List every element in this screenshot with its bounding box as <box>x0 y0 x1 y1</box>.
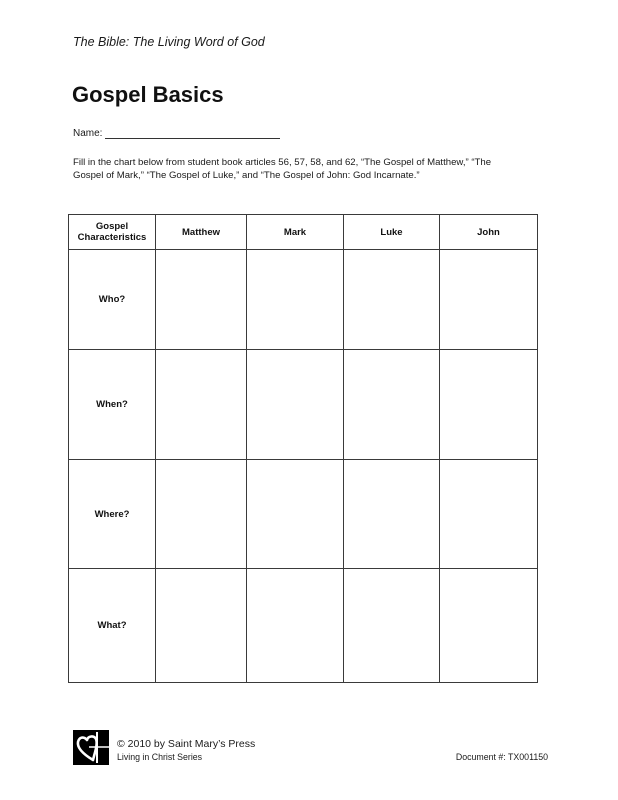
cell-what-mark[interactable] <box>247 569 344 683</box>
series-title: The Bible: The Living Word of God <box>73 35 265 49</box>
table-header-row <box>69 215 538 250</box>
table-row <box>69 350 538 460</box>
page-title: Gospel Basics <box>72 82 224 107</box>
cell-when-luke[interactable] <box>344 350 440 460</box>
cell-who-mark[interactable] <box>247 250 344 350</box>
cell-what-matthew[interactable] <box>156 569 247 683</box>
column-header-john: John <box>440 215 538 250</box>
gospel-chart-table <box>68 214 538 683</box>
cell-when-mark[interactable] <box>247 350 344 460</box>
cell-who-matthew[interactable] <box>156 250 247 350</box>
column-header-luke: Luke <box>344 215 440 250</box>
copyright-text: © 2010 by Saint Mary’s Press <box>117 738 256 750</box>
cell-who-john[interactable] <box>440 250 538 350</box>
table-row <box>69 250 538 350</box>
heart-cross-logo-icon <box>73 730 109 765</box>
cell-what-luke[interactable] <box>344 569 440 683</box>
row-label-who: Who? <box>69 250 156 350</box>
row-label-what: What? <box>69 569 156 683</box>
column-header-characteristics: Gospel Characteristics <box>69 215 156 250</box>
name-label: Name: <box>73 128 103 139</box>
cell-where-matthew[interactable] <box>156 460 247 569</box>
table-row <box>69 460 538 569</box>
row-label-where: Where? <box>69 460 156 569</box>
cell-where-john[interactable] <box>440 460 538 569</box>
cell-what-john[interactable] <box>440 569 538 683</box>
row-label-when: When? <box>69 350 156 460</box>
cell-when-matthew[interactable] <box>156 350 247 460</box>
table-row <box>69 569 538 683</box>
name-input-line[interactable] <box>105 128 280 139</box>
cell-when-john[interactable] <box>440 350 538 460</box>
series-name: Living in Christ Series <box>117 752 203 762</box>
cell-who-luke[interactable] <box>344 250 440 350</box>
cell-where-luke[interactable] <box>344 460 440 569</box>
instructions: Fill in the chart below from student book articles 56, 57, 58, and 62, “The Gospel of Matthew,” “The Gospel of Mark,” “The Gospel of Luke,” and “The Gospel of John: God Incarnate.” <box>73 157 492 181</box>
column-header-mark: Mark <box>247 215 344 250</box>
document-number: Document #: TX001150 <box>455 752 548 762</box>
cell-where-mark[interactable] <box>247 460 344 569</box>
column-header-matthew: Matthew <box>156 215 247 250</box>
name-field-row <box>73 128 280 139</box>
